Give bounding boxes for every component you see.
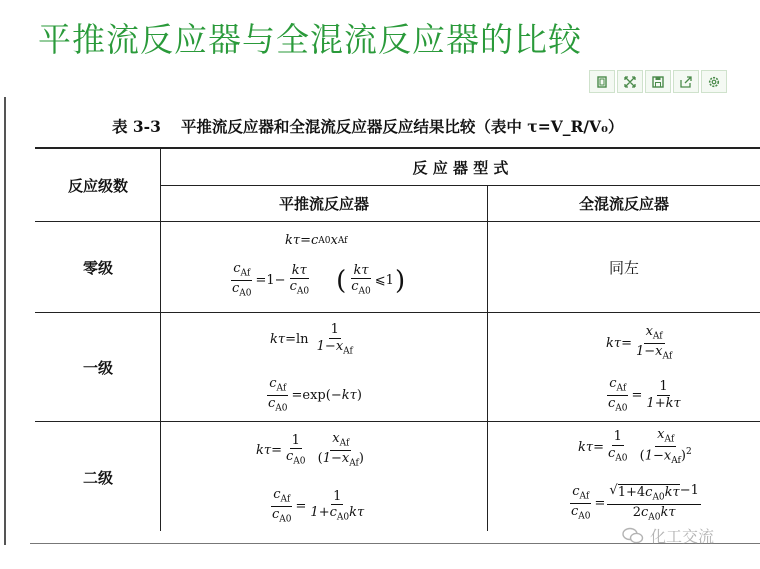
cstr-first-eq1: kτ = $\frac{x_{Af}}{1-x_{Af}}$ xyxy=(606,324,673,362)
expand-button[interactable] xyxy=(617,70,643,93)
slide-title: 平推流反应器与全混流反应器的比较 xyxy=(38,20,582,59)
pfr-first-eq1: kτ =ln $\frac{1}{1-x_{Af}}$ xyxy=(270,322,353,357)
header-reactor-type: 反 应 器 型 式 xyxy=(412,158,509,177)
header-cstr: 全混流反应器 xyxy=(578,195,669,213)
pfr-second-eq2: $\frac{c_{Af}}{c_{A0}}$ = $\frac{1}{1+c_{A0}k\tau}$ xyxy=(272,487,365,525)
scan-edge xyxy=(4,97,6,545)
watermark-text: 化工交流 xyxy=(650,527,715,546)
pfr-zero-eq2: $\frac{c_{Af}}{c_{A0}}$ =1− $\frac{k\tau}{c_{A0}}$ ( $\frac{k\tau}{c_{A0}}$ ⩽1 ) xyxy=(232,261,406,299)
header-reaction-order: 反应级数 xyxy=(67,176,128,195)
pfr-second-eq1: kτ = $\frac{1}{c_{A0}}$ $\frac{x_{Af}}{(1-x_{Af})}$ xyxy=(256,431,364,469)
wechat-icon xyxy=(622,527,644,545)
cstr-zero-same: 同左 xyxy=(608,258,639,277)
row-order-first: 一级 xyxy=(82,358,113,377)
copy-icon xyxy=(595,75,609,89)
cstr-first-eq2: $\frac{c_{Af}}{c_{A0}}$ = $\frac{1}{1+k\tau}$ xyxy=(608,376,681,414)
watermark xyxy=(622,524,714,547)
table-caption xyxy=(112,115,623,137)
save-icon xyxy=(651,75,665,89)
pfr-zero-eq1: kτ = c A0 x Af xyxy=(285,233,348,248)
settings-button[interactable] xyxy=(701,70,727,93)
copy-button[interactable] xyxy=(589,70,615,93)
table-caption-text: 平推流反应器和全混流反应器反应结果比较（表中 τ=V_R/V₀） xyxy=(180,117,624,136)
cstr-second-eq1: kτ = $\frac{1}{c_{A0}}$ $\frac{x_{Af}}{(1-x_{Af})^2}$ xyxy=(578,427,692,466)
expand-icon xyxy=(623,75,637,89)
cstr-second-eq2: $\frac{c_{Af}}{c_{A0}}$ = √ $1+4c_{A0}k\tau$ −1 $2c_{A0}k\tau$ xyxy=(571,483,699,523)
share-button[interactable] xyxy=(673,70,699,93)
header-pfr: 平推流反应器 xyxy=(278,195,369,213)
table-number: 表 3-3 xyxy=(112,117,161,136)
image-toolbar xyxy=(589,70,727,93)
pfr-first-eq2: $\frac{c_{Af}}{c_{A0}}$ =exp(− kτ ) xyxy=(268,376,362,414)
share-icon xyxy=(679,75,693,89)
row-order-zero: 零级 xyxy=(82,258,113,277)
row-order-second: 二级 xyxy=(82,468,113,487)
settings-icon xyxy=(707,75,721,89)
save-button[interactable] xyxy=(645,70,671,93)
